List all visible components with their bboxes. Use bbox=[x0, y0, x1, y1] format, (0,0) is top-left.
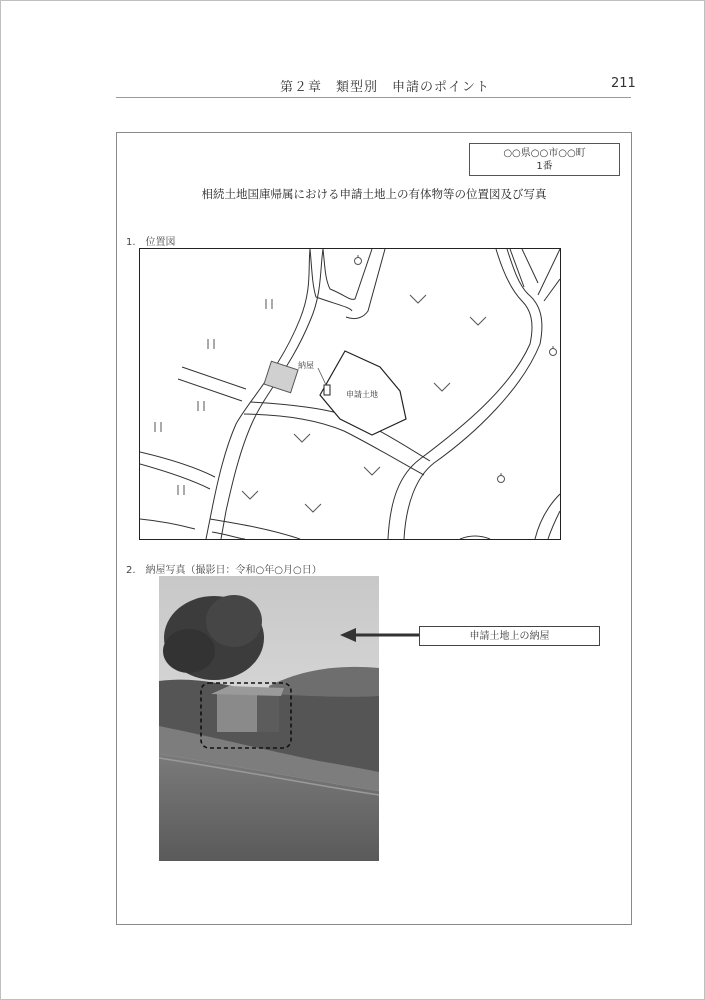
header-rule bbox=[116, 97, 631, 98]
road-top-outer bbox=[323, 249, 372, 299]
address-box bbox=[469, 143, 620, 176]
shed-photo bbox=[159, 576, 379, 861]
map-drawing bbox=[140, 249, 560, 539]
photo-callout-label: 申請土地上の納屋 bbox=[419, 626, 600, 646]
road-top-branch bbox=[346, 249, 385, 319]
document-title: 相続土地国庫帰属における申請土地上の有体物等の位置図及び写真 bbox=[201, 187, 547, 201]
shed-small-square bbox=[324, 385, 330, 395]
location-map bbox=[139, 248, 561, 540]
road-right-inner bbox=[388, 249, 532, 539]
address-line-1: ○○県○○市○○町 bbox=[503, 148, 586, 159]
shed-label: 納屋 bbox=[298, 361, 314, 370]
address-line-2: 1番 bbox=[536, 161, 553, 172]
section-1-label: 1. 位置図 bbox=[126, 237, 176, 248]
shed-leader-line bbox=[318, 368, 326, 385]
shed-marker bbox=[264, 361, 298, 392]
chapter-title: 第２章 類型別 申請のポイント bbox=[280, 80, 491, 95]
road-right-outer bbox=[404, 249, 542, 539]
left-arrow-icon bbox=[340, 624, 420, 646]
section-2-label: 2. 納屋写真（撮影日：令和○年○月○日） bbox=[126, 565, 322, 576]
photo-drawing bbox=[159, 576, 379, 861]
parcel-label: 申請土地 bbox=[346, 390, 378, 399]
page-number: 211 bbox=[611, 76, 636, 91]
